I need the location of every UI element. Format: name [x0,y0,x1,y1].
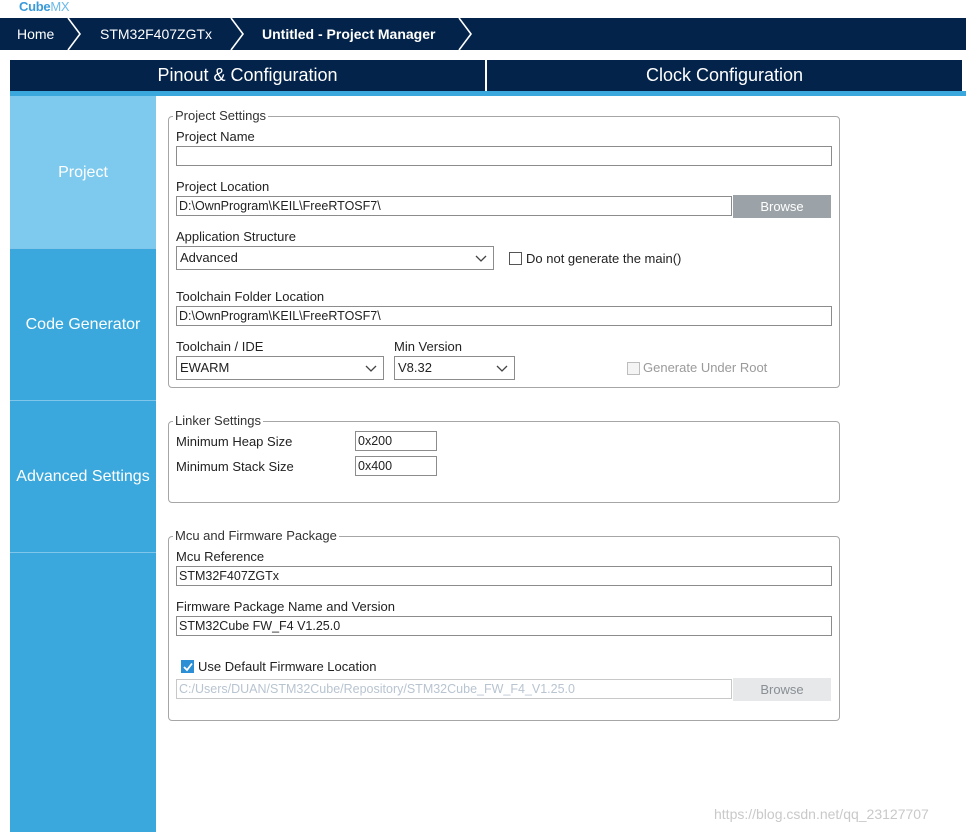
cubemx-logo [19,0,69,14]
minimum-stack-label: Minimum Stack Size [176,459,294,474]
sidebar-item-project[interactable]: Project [10,96,156,249]
breadcrumb-home[interactable]: Home [17,26,55,42]
do-not-generate-main-checkbox[interactable] [509,252,522,265]
breadcrumb [0,18,966,50]
firmware-location-input[interactable]: C:/Users/DUAN/STM32Cube/Repository/STM32Cube_FW_F4_V1.25.0 [176,679,732,699]
mcu-reference-input[interactable]: STM32F407ZGTx [176,566,832,586]
top-navigation [10,60,962,91]
chevron-down-icon [365,363,377,373]
project-name-label: Project Name [176,129,255,144]
toolchain-ide-value: EWARM [180,360,230,375]
chevron-down-icon [475,253,487,263]
application-structure-value: Advanced [180,250,238,265]
toolchain-ide-select[interactable] [176,356,384,380]
toolchain-folder-input[interactable]: D:\OwnProgram\KEIL\FreeRTOSF7\ [176,306,832,326]
min-version-value: V8.32 [398,360,432,375]
chevron-right-icon [229,18,245,50]
do-not-generate-main-label: Do not generate the main() [526,251,682,266]
tab-pinout-configuration[interactable]: Pinout & Configuration [157,65,338,85]
project-settings-legend: Project Settings [175,108,267,123]
toolchain-ide-label: Toolchain / IDE [176,339,264,354]
use-default-firmware-label: Use Default Firmware Location [198,659,377,674]
linker-settings-legend: Linker Settings [175,413,261,428]
firmware-package-input[interactable]: STM32Cube FW_F4 V1.25.0 [176,616,832,636]
logo-main: Cube [19,0,51,14]
use-default-firmware-checkbox[interactable] [181,660,194,673]
chevron-right-icon [66,18,82,50]
minimum-stack-input[interactable]: 0x400 [355,456,437,476]
generate-under-root-label: Generate Under Root [643,360,768,375]
project-location-input[interactable]: D:\OwnProgram\KEIL\FreeRTOSF7\ [176,196,732,216]
project-name-input[interactable] [176,146,832,166]
sidebar-item-advanced-settings[interactable]: Advanced Settings [10,401,156,553]
logo-accent: MX [50,0,70,14]
chevron-down-icon [496,363,508,373]
breadcrumb-mcu[interactable]: STM32F407ZGTx [100,26,213,42]
sidebar-item-code-generator[interactable]: Code Generator [10,249,156,401]
project-location-label: Project Location [176,179,270,194]
project-location-browse-button[interactable]: Browse [733,195,831,218]
mcu-firmware-legend: Mcu and Firmware Package [175,528,337,543]
sidebar [10,96,156,832]
min-version-select[interactable] [394,356,515,380]
application-structure-select[interactable] [176,246,494,270]
firmware-location-browse-button[interactable]: Browse [733,678,831,701]
application-structure-label: Application Structure [176,229,296,244]
tab-clock-configuration[interactable]: Clock Configuration [645,65,804,85]
minimum-heap-label: Minimum Heap Size [176,434,293,449]
breadcrumb-project[interactable]: Untitled - Project Manager [262,26,436,42]
generate-under-root-checkbox[interactable] [627,362,640,375]
minimum-heap-input[interactable]: 0x200 [355,431,437,451]
watermark: https://blog.csdn.net/qq_23127707 [714,806,929,822]
min-version-label: Min Version [394,339,462,354]
firmware-package-label: Firmware Package Name and Version [176,599,395,614]
mcu-reference-label: Mcu Reference [176,549,265,564]
toolchain-folder-label: Toolchain Folder Location [176,289,325,304]
check-icon [183,662,193,672]
chevron-right-icon [457,18,473,50]
